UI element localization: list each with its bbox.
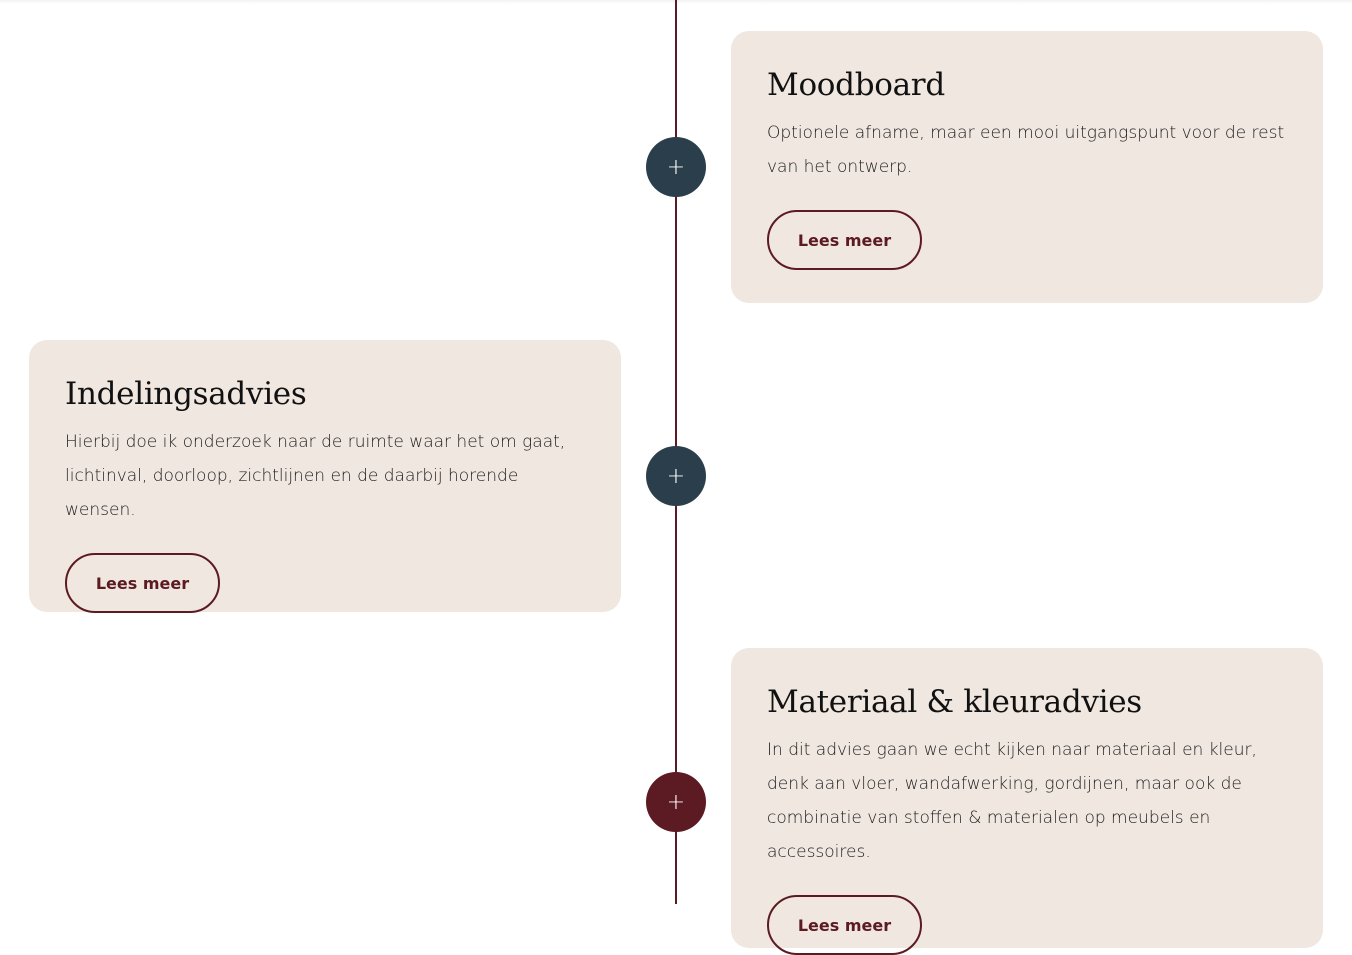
- card-title: Materiaal & kleuradvies: [767, 684, 1142, 720]
- timeline-node-indelingsadvies[interactable]: [646, 446, 706, 506]
- read-more-button[interactable]: Lees meer: [767, 895, 922, 955]
- timeline-card-moodboard: [731, 31, 1323, 303]
- plus-icon: +: [666, 463, 686, 489]
- card-title: Moodboard: [767, 67, 945, 103]
- timeline-node-moodboard[interactable]: [646, 137, 706, 197]
- timeline-card-indelingsadvies: [29, 340, 621, 612]
- plus-icon: +: [666, 789, 686, 815]
- card-description: In dit advies gaan we echt kijken naar materiaal en kleur, denk aan vloer, wandafwerking, gordijnen, maar ook de combinatie van stoffen & materialen op meubels en accessoires.: [767, 740, 1257, 862]
- timeline-node-materiaal-kleuradvies[interactable]: [646, 772, 706, 832]
- read-more-button[interactable]: Lees meer: [65, 553, 220, 613]
- card-description: Optionele afname, maar een mooi uitgangspunt voor de rest van het ontwerp.: [767, 123, 1285, 177]
- read-more-button[interactable]: Lees meer: [767, 210, 922, 270]
- plus-icon: +: [666, 154, 686, 180]
- timeline-card-materiaal-kleuradvies: [731, 648, 1323, 948]
- card-description: Hierbij doe ik onderzoek naar de ruimte waar het om gaat, lichtinval, doorloop, zichtlijnen en de daarbij horende wensen.: [65, 432, 566, 520]
- card-title: Indelingsadvies: [65, 376, 307, 412]
